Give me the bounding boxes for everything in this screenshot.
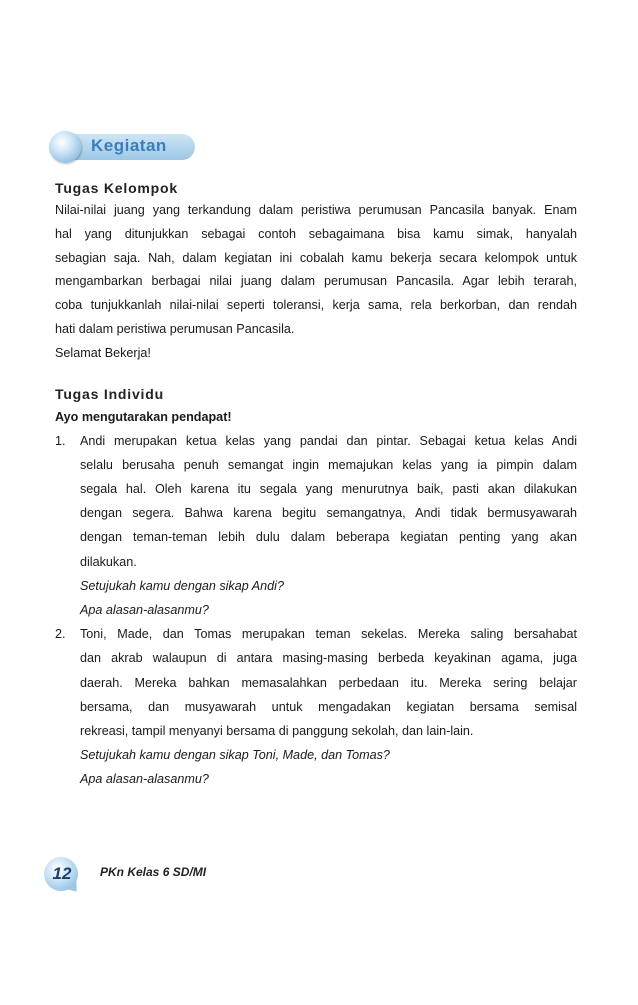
paragraph-line: hal yang ditunjukkan sebagai contoh sebagaimana bisa kamu simak, hanyalah xyxy=(55,226,577,241)
book-title: PKn Kelas 6 SD/MI xyxy=(100,865,207,879)
item-line: dengan segera. Bahwa karena begitu semangatnya, Andi tidak bermusyawarah xyxy=(80,506,577,521)
list-item xyxy=(55,622,577,791)
item-line: Andi merupakan ketua kelas yang pandai dan pintar. Sebagai ketua kelas Andi xyxy=(80,433,577,448)
item-line: selalu berusaha penuh semangat ingin memajukan kelas yang ia pimpin dalam xyxy=(80,457,577,472)
paragraph-line: sebagian saja. Nah, dalam kegiatan ini cobalah kamu bekerja secara kelompok untuk xyxy=(55,250,577,265)
question-text: Setujukah kamu dengan sikap Andi? xyxy=(80,578,284,593)
page-number: 12 xyxy=(52,864,72,883)
question-text: Apa alasan-alasanmu? xyxy=(80,772,209,787)
item-line: Toni, Made, dan Tomas merupakan teman sekelas. Mereka saling bersahabat xyxy=(80,627,577,642)
section-title: Kegiatan xyxy=(91,136,167,155)
question-text: Apa alasan-alasanmu? xyxy=(80,603,209,617)
list-item xyxy=(55,429,577,623)
item-number: 2. xyxy=(55,627,66,642)
section-badge xyxy=(49,131,197,165)
paragraph-line: Nilai-nilai juang yang terkandung dalam peristiwa perumusan Pancasila banyak. Enam xyxy=(55,203,577,217)
tugas-individu-subheading: Ayo mengutarakan pendapat! xyxy=(55,409,232,424)
item-number: 1. xyxy=(55,433,66,448)
tugas-kelompok-paragraph xyxy=(55,199,577,366)
item-line: segala hal. Oleh karena itu segala yang menurutnya baik, pasti akan dilakukan xyxy=(80,481,577,496)
badge-circle-icon xyxy=(49,131,81,163)
task-list xyxy=(55,429,577,792)
item-line: daerah. Mereka bahkan memasalahkan perbedaan itu. Mereka sering belajar xyxy=(80,675,577,690)
item-line: rekreasi, tampil menyanyi bersama di panggung sekolah, dan lain-lain. xyxy=(80,724,474,739)
question-text: Setujukah kamu dengan sikap Toni, Made, dan Tomas? xyxy=(80,748,390,763)
page-content xyxy=(55,177,577,792)
paragraph-line: hati dalam peristiwa perumusan Pancasila. xyxy=(55,321,295,336)
item-line: bersama, dan musyawarah untuk mengadakan kegiatan bersama semisal xyxy=(80,699,577,714)
item-line: dilakukan. xyxy=(80,554,137,569)
tugas-individu-heading: Tugas Individu xyxy=(55,385,164,402)
paragraph-line: coba tunjukkanlah nilai-nilai seperti toleransi, kerja sama, rela berkorban, dan rendah xyxy=(55,298,577,313)
paragraph-line: mengambarkan berbagai nilai juang dalam perumusan Pancasila. Agar lebih terarah, xyxy=(55,274,577,289)
closing-text: Selamat Bekerja! xyxy=(55,345,151,360)
item-line: dengan teman-teman lebih dulu dalam beberapa kegiatan penting yang akan xyxy=(80,530,577,545)
page-number-badge xyxy=(44,857,80,893)
tugas-kelompok-heading: Tugas Kelompok xyxy=(55,180,178,196)
item-line: dan akrab walaupun di antara masing-masing berbeda keyakinan agama, juga xyxy=(80,651,577,666)
